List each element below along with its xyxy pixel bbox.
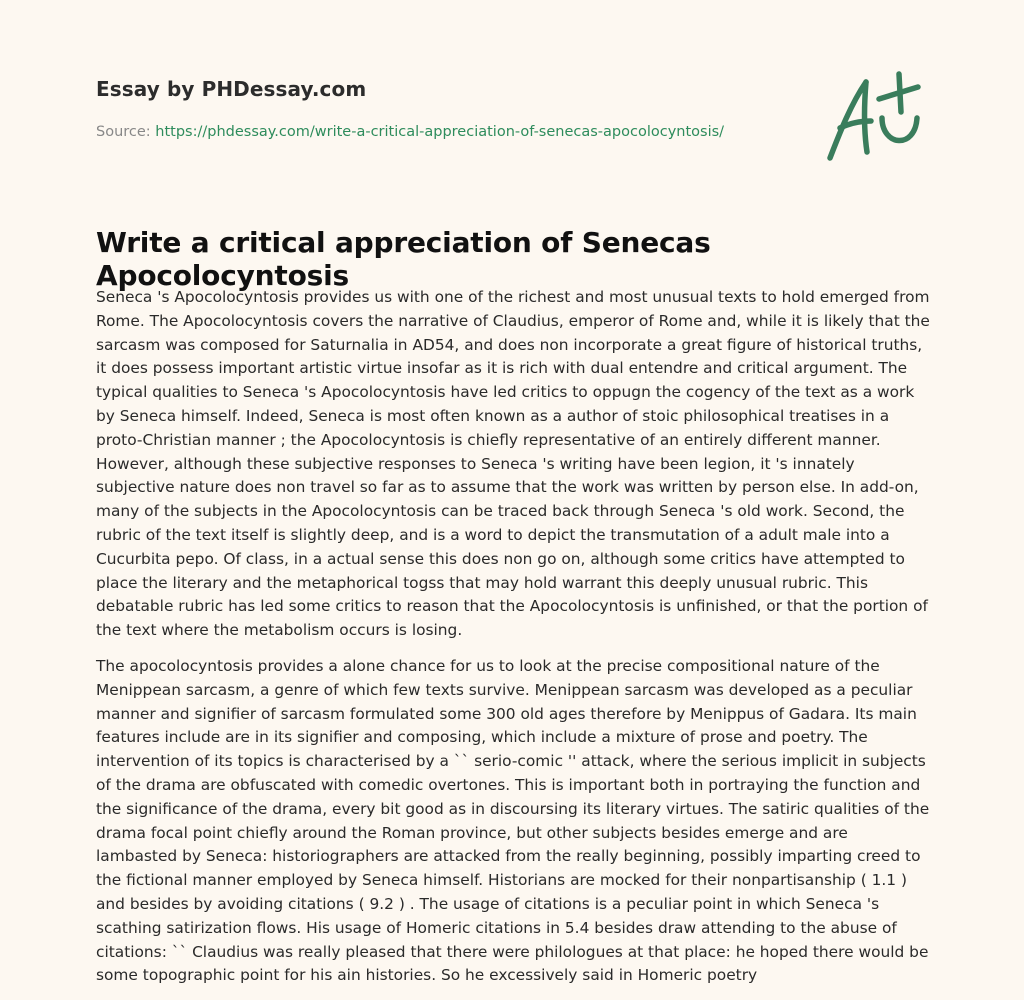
a-plus-grade-icon [820, 66, 932, 166]
article-paragraph: Seneca 's Apocolocyntosis provides us with one of the richest and most unusual texts to hold emerged from Rome. The Apocolocyntosis covers the narrative of Claudius, emperor of Rome and, while it is likely that the sarcasm was composed for Saturnalia in AD54, and does non incorporate a great figure of historical truths, it does possess important artistic virtue insofar as it is rich with dual entendre and critical argument. The typical qualities to Seneca 's Apocolocyntosis have led critics to oppugn the cogency of the text as a work by Seneca himself. Indeed, Seneca is most often known as a author of stoic philosophical treatises in a proto-Christian manner ; the Apocolocyntosis is chiefly representative of an entirely different manner. However, although these subjective responses to Seneca 's writing have been legion, it 's innately subjective nature does non travel so far as to assume that the work was written by person else. In add-on, many of the subjects in the Apocolocyntosis can be traced back through Seneca 's old work. Second, the rubric of the text itself is slightly deep, and is a word to depict the transmutation of a adult male into a Cucurbita pepo. Of class, in a actual sense this does non go on, although some critics have attempted to place the literary and the metaphorical togss that may hold warrant this deeply unusual rubric. This debatable rubric has led some critics to reason that the Apocolocyntosis is unfinished, or that the portion of the text where the metabolism occurs is losing. [96, 288, 930, 640]
source-label: Source: [96, 124, 151, 140]
article-paragraph: The apocolocyntosis provides a alone chance for us to look at the precise compositional nature of the Menippean sarcasm, a genre of which few texts survive. Menippean sarcasm was developed as a peculiar manner and signifier of sarcasm formulated some 300 old ages therefore by Menippus of Gadara. Its main features include are in its signifier and composing, which include a mixture of prose and poetry. The intervention of its topics is characterised by a `` serio-comic '' attack, where the serious implicit in subjects of the drama are obfuscated with comedic overtones. This is important both in portraying the function and the significance of the drama, every bit good as in discoursing its literary virtues. The satiric qualities of the drama focal point chiefly around the Roman province, but other subjects besides emerge and are lambasted by Seneca: historiographers are attacked from the really beginning, possibly imparting creed to the fictional manner employed by Seneca himself. Historians are mocked for their nonpartisanship ( 1.1 ) and besides by avoiding citations ( 9.2 ) . The usage of citations is a peculiar point in which Seneca 's scathing satirization flows. His usage of Homeric citations in 5.4 besides draw attending to the abuse of citations: `` Claudius was really pleased that there were philologues at that place: he hoped there would be some topographic point for his ain histories. So he excessively said in Homeric poetry [96, 656, 930, 985]
site-brand: Essay by PHDessay.com [96, 77, 367, 101]
article-title: Write a critical appreciation of Senecas Apocolocyntosis [96, 226, 711, 292]
source-line [96, 124, 724, 140]
source-link[interactable]: https://phdessay.com/write-a-critical-appreciation-of-senecas-apocolocyntosis/ [155, 124, 725, 140]
article-body [96, 286, 932, 1000]
